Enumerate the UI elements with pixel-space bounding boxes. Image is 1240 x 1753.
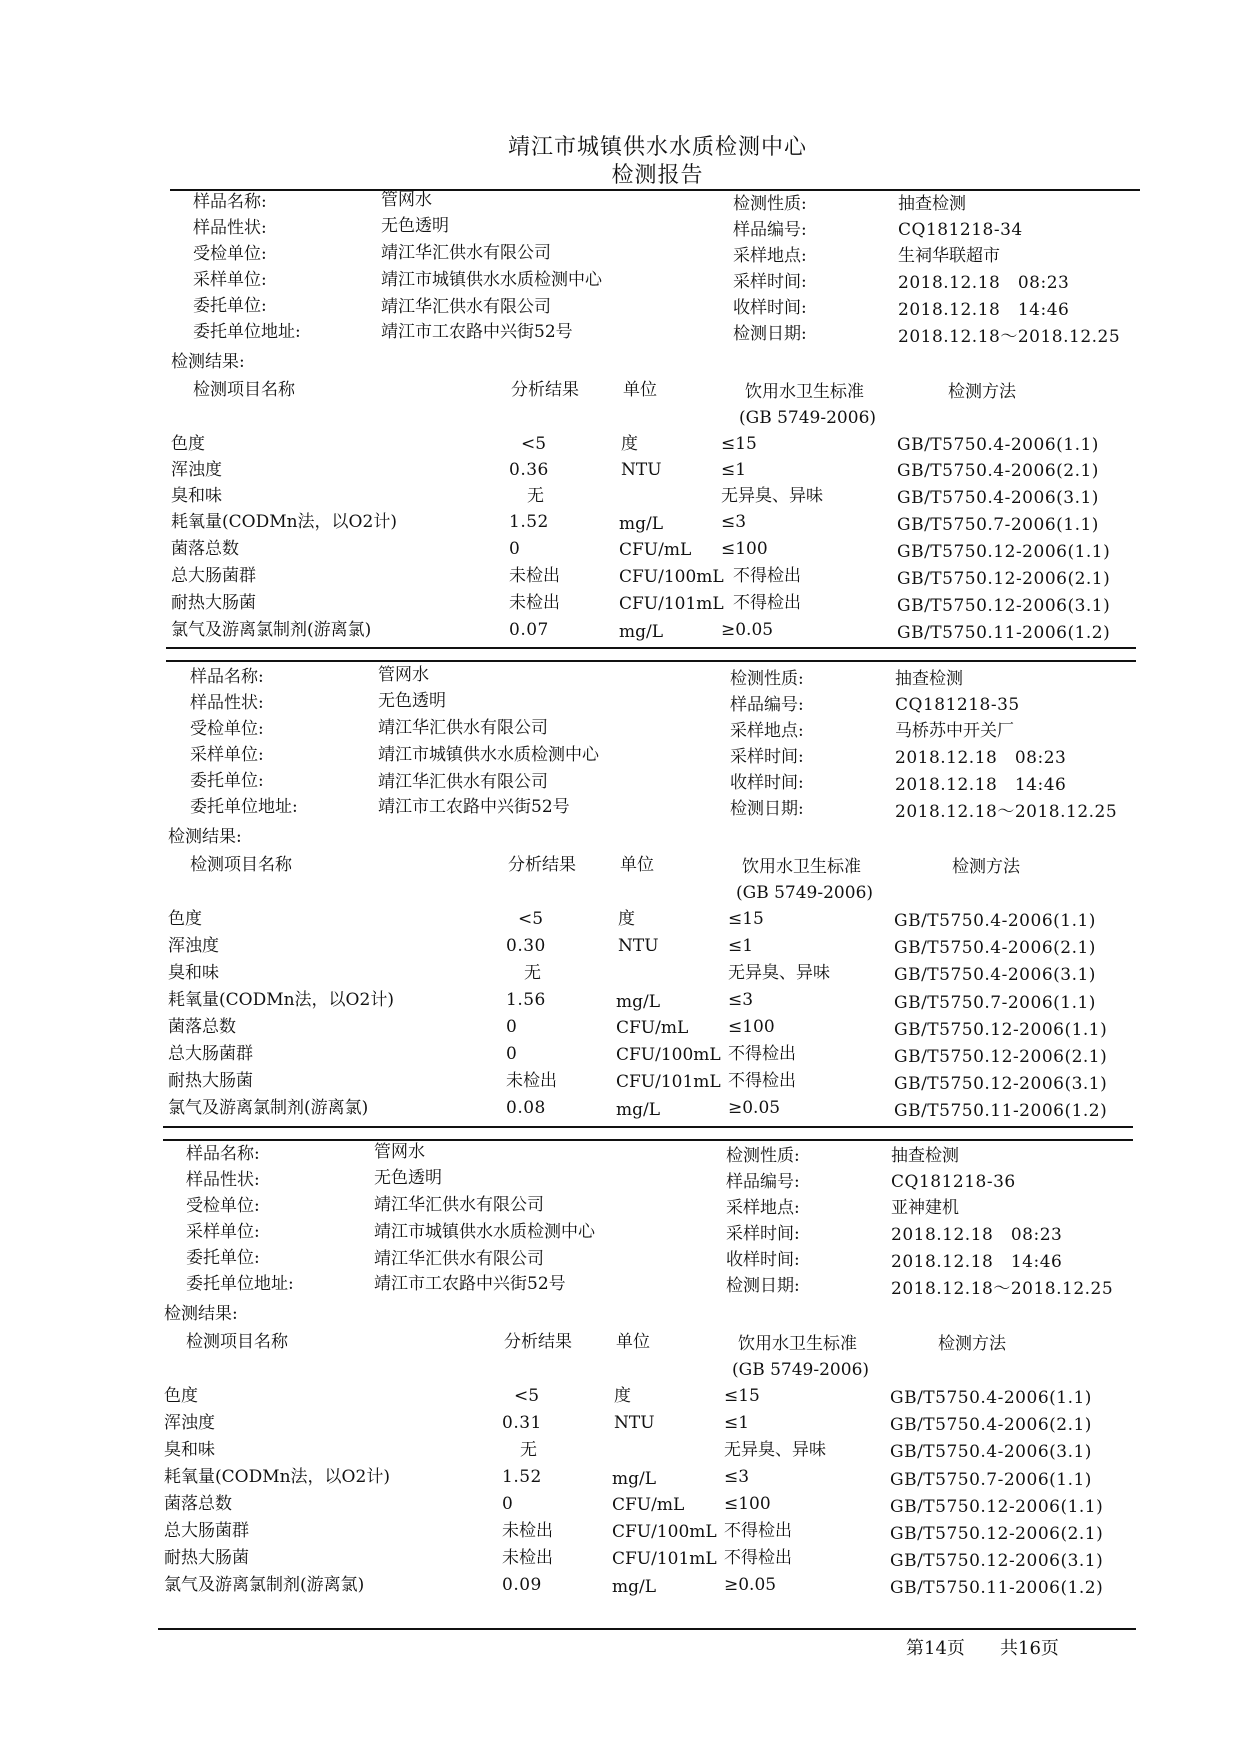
row-method: GB/T5750.7-2006(1.1) — [890, 1470, 1092, 1490]
row-unit: CFU/mL — [619, 540, 692, 560]
row-unit: CFU/100mL — [616, 1045, 721, 1065]
value-test-date: 2018.12.18～2018.12.25 — [895, 802, 1118, 822]
row-method: GB/T5750.12-2006(3.1) — [894, 1074, 1108, 1094]
doc-title: 检测报告 — [611, 163, 704, 188]
report-section-1 — [3, 190, 1240, 670]
label-sampling-site: 采样地点: — [726, 1198, 800, 1218]
row-method: GB/T5750.12-2006(1.1) — [897, 542, 1111, 562]
label-entrusting-address: 委托单位地址: — [190, 797, 298, 817]
row-standard: ≤1 — [721, 460, 747, 480]
label-sampling-unit: 采样单位: — [190, 745, 264, 765]
row-result: 无 — [520, 1440, 537, 1460]
report-section-3 — [0, 1142, 1236, 1622]
label-sampling-unit: 采样单位: — [186, 1222, 260, 1242]
row-result: 0 — [502, 1494, 513, 1514]
row-item: 总大肠菌群 — [168, 1044, 253, 1064]
row-method: GB/T5750.4-2006(1.1) — [897, 435, 1099, 455]
label-test-nature: 检测性质: — [730, 669, 804, 689]
row-unit: 度 — [618, 909, 635, 929]
row-result: 未检出 — [502, 1521, 553, 1541]
value-sampling-time: 2018.12.18 08:23 — [891, 1225, 1063, 1245]
row-item: 臭和味 — [164, 1440, 215, 1460]
label-sample-no: 样品编号: — [730, 695, 804, 715]
row-item: 氯气及游离氯制剂(游离氯) — [164, 1575, 365, 1595]
row-standard: ≤3 — [724, 1467, 750, 1487]
row-result: 未检出 — [506, 1071, 557, 1091]
row-unit: NTU — [614, 1413, 655, 1433]
row-result: 0 — [506, 1044, 517, 1064]
value-sample-property: 无色透明 — [381, 216, 449, 236]
row-standard: ≤3 — [721, 512, 747, 532]
row-unit: mg/L — [619, 514, 664, 534]
value-sample-name: 管网水 — [381, 190, 432, 210]
row-method: GB/T5750.4-2006(3.1) — [897, 488, 1099, 508]
org-title: 靖江市城镇供水水质检测中心 — [507, 135, 807, 160]
label-test-nature: 检测性质: — [726, 1146, 800, 1166]
row-item: 耗氧量(CODMn法，以O2计) — [164, 1467, 390, 1487]
label-sampling-site: 采样地点: — [733, 246, 807, 266]
row-result: 0.07 — [509, 620, 549, 640]
row-method: GB/T5750.11-2006(1.2) — [894, 1101, 1108, 1121]
row-item: 色度 — [171, 434, 205, 454]
row-item: 色度 — [168, 909, 202, 929]
value-entrusting-unit: 靖江华汇供水有限公司 — [381, 297, 551, 317]
row-item: 浑浊度 — [164, 1413, 215, 1433]
value-test-date: 2018.12.18～2018.12.25 — [891, 1279, 1114, 1299]
row-unit: NTU — [618, 936, 659, 956]
row-unit: 度 — [614, 1386, 631, 1406]
value-sampling-site: 亚神建机 — [891, 1198, 959, 1218]
label-test-nature: 检测性质: — [733, 194, 807, 214]
row-standard: ≤15 — [724, 1386, 760, 1406]
row-item: 耐热大肠菌 — [164, 1548, 249, 1568]
row-result: 0.08 — [506, 1098, 546, 1118]
row-standard: ≤1 — [728, 936, 754, 956]
row-result: <5 — [514, 1386, 540, 1406]
row-result: <5 — [518, 909, 544, 929]
value-sampling-site: 马桥苏中开关厂 — [895, 721, 1014, 741]
col-standard-header: 饮用水卫生标准 — [738, 1334, 857, 1354]
row-standard: 不得检出 — [728, 1071, 796, 1091]
row-method: GB/T5750.4-2006(2.1) — [894, 938, 1096, 958]
col-item-header: 检测项目名称 — [190, 855, 292, 875]
row-method: GB/T5750.4-2006(1.1) — [890, 1388, 1092, 1408]
row-item: 氯气及游离氯制剂(游离氯) — [171, 620, 372, 640]
row-result: 未检出 — [502, 1548, 553, 1568]
row-result: 0.36 — [509, 460, 549, 480]
row-result: 0 — [506, 1017, 517, 1037]
col-standard-ref: (GB 5749-2006) — [732, 1360, 870, 1380]
value-entrusting-unit: 靖江华汇供水有限公司 — [374, 1249, 544, 1269]
section-divider — [163, 1139, 1133, 1141]
value-test-nature: 抽查检测 — [891, 1146, 959, 1166]
row-standard: ≤100 — [724, 1494, 771, 1514]
col-standard-header: 饮用水卫生标准 — [742, 857, 861, 877]
label-sample-name: 样品名称: — [193, 192, 267, 212]
row-standard: ≥0.05 — [728, 1098, 781, 1118]
value-entrusting-address: 靖江市工农路中兴街52号 — [378, 797, 570, 817]
row-item: 菌落总数 — [168, 1017, 236, 1037]
value-entrusting-unit: 靖江华汇供水有限公司 — [378, 772, 548, 792]
row-method: GB/T5750.4-2006(2.1) — [890, 1415, 1092, 1435]
label-test-date: 检测日期: — [730, 799, 804, 819]
col-standard-ref: (GB 5749-2006) — [739, 408, 877, 428]
value-sampling-unit: 靖江市城镇供水水质检测中心 — [378, 745, 599, 765]
value-sampling-time: 2018.12.18 08:23 — [895, 748, 1067, 768]
col-item-header: 检测项目名称 — [193, 380, 295, 400]
row-result: 0 — [509, 539, 520, 559]
row-method: GB/T5750.4-2006(1.1) — [894, 911, 1096, 931]
row-method: GB/T5750.12-2006(3.1) — [897, 596, 1111, 616]
label-entrusting-unit: 委托单位: — [190, 771, 264, 791]
row-unit: CFU/100mL — [619, 567, 724, 587]
section-divider — [163, 1126, 1133, 1128]
row-unit: mg/L — [616, 1100, 661, 1120]
col-unit-header: 单位 — [623, 380, 657, 400]
label-entrusting-address: 委托单位地址: — [193, 322, 301, 342]
row-standard: 不得检出 — [728, 1044, 796, 1064]
col-result-header: 分析结果 — [504, 1332, 572, 1352]
row-item: 耗氧量(CODMn法，以O2计) — [168, 990, 394, 1010]
row-unit: CFU/101mL — [619, 594, 724, 614]
label-results: 检测结果: — [168, 827, 242, 847]
row-item: 浑浊度 — [168, 936, 219, 956]
row-item: 氯气及游离氯制剂(游离氯) — [168, 1098, 369, 1118]
value-sampling-unit: 靖江市城镇供水水质检测中心 — [381, 270, 602, 290]
label-sample-property: 样品性状: — [186, 1170, 260, 1190]
row-method: GB/T5750.7-2006(1.1) — [897, 515, 1099, 535]
row-item: 浑浊度 — [171, 460, 222, 480]
label-sample-no: 样品编号: — [733, 220, 807, 240]
row-result: 未检出 — [509, 566, 560, 586]
value-sample-property: 无色透明 — [378, 691, 446, 711]
row-unit: mg/L — [616, 992, 661, 1012]
value-sampling-site: 生祠华联超市 — [898, 246, 1000, 266]
label-sample-property: 样品性状: — [193, 218, 267, 238]
label-entrusting-unit: 委托单位: — [193, 296, 267, 316]
row-method: GB/T5750.12-2006(1.1) — [894, 1020, 1108, 1040]
row-standard: ≤100 — [721, 539, 768, 559]
col-standard-header: 饮用水卫生标准 — [745, 382, 864, 402]
row-method: GB/T5750.12-2006(2.1) — [897, 569, 1111, 589]
row-unit: CFU/101mL — [612, 1549, 717, 1569]
row-item: 臭和味 — [171, 486, 222, 506]
value-sample-no: CQ181218-36 — [891, 1172, 1016, 1192]
value-receiving-time: 2018.12.18 14:46 — [898, 300, 1070, 320]
label-sampling-unit: 采样单位: — [193, 270, 267, 290]
bottom-rule — [158, 1628, 1136, 1630]
label-sampling-time: 采样时间: — [733, 272, 807, 292]
row-method: GB/T5750.12-2006(2.1) — [894, 1047, 1108, 1067]
label-inspected-unit: 受检单位: — [190, 719, 264, 739]
row-item: 总大肠菌群 — [171, 566, 256, 586]
row-result: 1.52 — [502, 1467, 542, 1487]
value-inspected-unit: 靖江华汇供水有限公司 — [378, 718, 548, 738]
label-results: 检测结果: — [164, 1304, 238, 1324]
value-test-nature: 抽查检测 — [895, 669, 963, 689]
label-test-date: 检测日期: — [726, 1276, 800, 1296]
row-unit: mg/L — [619, 622, 664, 642]
label-receiving-time: 收样时间: — [730, 773, 804, 793]
row-method: GB/T5750.12-2006(3.1) — [890, 1551, 1104, 1571]
label-sample-property: 样品性状: — [190, 693, 264, 713]
row-standard: ≥0.05 — [721, 620, 774, 640]
value-inspected-unit: 靖江华汇供水有限公司 — [381, 243, 551, 263]
row-standard: 不得检出 — [733, 593, 801, 613]
row-result: 0.30 — [506, 936, 546, 956]
row-unit: NTU — [621, 460, 662, 480]
value-receiving-time: 2018.12.18 14:46 — [891, 1252, 1063, 1272]
row-method: GB/T5750.4-2006(3.1) — [890, 1442, 1092, 1462]
col-standard-ref: (GB 5749-2006) — [736, 883, 874, 903]
col-result-header: 分析结果 — [511, 380, 579, 400]
label-sampling-time: 采样时间: — [726, 1224, 800, 1244]
row-item: 总大肠菌群 — [164, 1521, 249, 1541]
col-result-header: 分析结果 — [508, 855, 576, 875]
label-test-date: 检测日期: — [733, 324, 807, 344]
row-standard: 无异臭、异味 — [721, 486, 823, 506]
row-standard: 无异臭、异味 — [728, 963, 830, 983]
row-result: 未检出 — [509, 593, 560, 613]
row-result: 1.56 — [506, 990, 546, 1010]
page-number: 第14页 — [906, 1638, 965, 1659]
value-sample-name: 管网水 — [374, 1142, 425, 1162]
row-unit: CFU/mL — [616, 1018, 689, 1038]
row-standard: ≤100 — [728, 1017, 775, 1037]
row-item: 色度 — [164, 1386, 198, 1406]
label-entrusting-unit: 委托单位: — [186, 1248, 260, 1268]
label-receiving-time: 收样时间: — [726, 1250, 800, 1270]
row-item: 菌落总数 — [171, 539, 239, 559]
value-sampling-unit: 靖江市城镇供水水质检测中心 — [374, 1222, 595, 1242]
value-test-date: 2018.12.18～2018.12.25 — [898, 327, 1121, 347]
row-unit: CFU/mL — [612, 1495, 685, 1515]
col-item-header: 检测项目名称 — [186, 1332, 288, 1352]
value-entrusting-address: 靖江市工农路中兴街52号 — [374, 1274, 566, 1294]
row-standard: ≥0.05 — [724, 1575, 777, 1595]
page-total: 共16页 — [1000, 1638, 1059, 1659]
label-results: 检测结果: — [171, 352, 245, 372]
section-divider — [166, 660, 1136, 662]
label-sampling-time: 采样时间: — [730, 747, 804, 767]
row-method: GB/T5750.7-2006(1.1) — [894, 993, 1096, 1013]
col-method-header: 检测方法 — [952, 857, 1020, 877]
value-sample-property: 无色透明 — [374, 1168, 442, 1188]
label-inspected-unit: 受检单位: — [186, 1196, 260, 1216]
row-standard: ≤3 — [728, 990, 754, 1010]
label-sample-name: 样品名称: — [186, 1144, 260, 1164]
row-standard: ≤15 — [721, 434, 757, 454]
row-result: 1.52 — [509, 512, 549, 532]
row-standard: ≤15 — [728, 909, 764, 929]
row-item: 耐热大肠菌 — [171, 593, 256, 613]
row-unit: mg/L — [612, 1469, 657, 1489]
row-result: 无 — [527, 486, 544, 506]
col-method-header: 检测方法 — [938, 1334, 1006, 1354]
label-sample-no: 样品编号: — [726, 1172, 800, 1192]
row-item: 耗氧量(CODMn法，以O2计) — [171, 512, 397, 532]
value-receiving-time: 2018.12.18 14:46 — [895, 775, 1067, 795]
label-entrusting-address: 委托单位地址: — [186, 1274, 294, 1294]
row-standard: 不得检出 — [724, 1521, 792, 1541]
value-sample-no: CQ181218-34 — [898, 220, 1023, 240]
row-unit: mg/L — [612, 1577, 657, 1597]
row-standard: 不得检出 — [724, 1548, 792, 1568]
label-receiving-time: 收样时间: — [733, 298, 807, 318]
label-sampling-site: 采样地点: — [730, 721, 804, 741]
value-sample-no: CQ181218-35 — [895, 695, 1020, 715]
row-method: GB/T5750.12-2006(2.1) — [890, 1524, 1104, 1544]
row-result: 0.31 — [502, 1413, 542, 1433]
value-sampling-time: 2018.12.18 08:23 — [898, 273, 1070, 293]
row-item: 臭和味 — [168, 963, 219, 983]
section-divider — [166, 647, 1136, 649]
label-inspected-unit: 受检单位: — [193, 244, 267, 264]
row-standard: 不得检出 — [733, 566, 801, 586]
row-method: GB/T5750.11-2006(1.2) — [897, 623, 1111, 643]
row-item: 耐热大肠菌 — [168, 1071, 253, 1091]
value-entrusting-address: 靖江市工农路中兴街52号 — [381, 322, 573, 342]
report-section-2 — [0, 665, 1240, 1145]
row-method: GB/T5750.12-2006(1.1) — [890, 1497, 1104, 1517]
label-sample-name: 样品名称: — [190, 667, 264, 687]
row-result: 无 — [524, 963, 541, 983]
row-unit: CFU/100mL — [612, 1522, 717, 1542]
row-standard: 无异臭、异味 — [724, 1440, 826, 1460]
row-unit: 度 — [621, 434, 638, 454]
row-method: GB/T5750.11-2006(1.2) — [890, 1578, 1104, 1598]
col-unit-header: 单位 — [616, 1332, 650, 1352]
col-unit-header: 单位 — [620, 855, 654, 875]
row-result: 0.09 — [502, 1575, 542, 1595]
row-unit: CFU/101mL — [616, 1072, 721, 1092]
row-method: GB/T5750.4-2006(2.1) — [897, 461, 1099, 481]
col-method-header: 检测方法 — [948, 382, 1016, 402]
row-method: GB/T5750.4-2006(3.1) — [894, 965, 1096, 985]
row-result: <5 — [521, 434, 547, 454]
value-test-nature: 抽查检测 — [898, 194, 966, 214]
row-item: 菌落总数 — [164, 1494, 232, 1514]
row-standard: ≤1 — [724, 1413, 750, 1433]
value-inspected-unit: 靖江华汇供水有限公司 — [374, 1195, 544, 1215]
value-sample-name: 管网水 — [378, 665, 429, 685]
